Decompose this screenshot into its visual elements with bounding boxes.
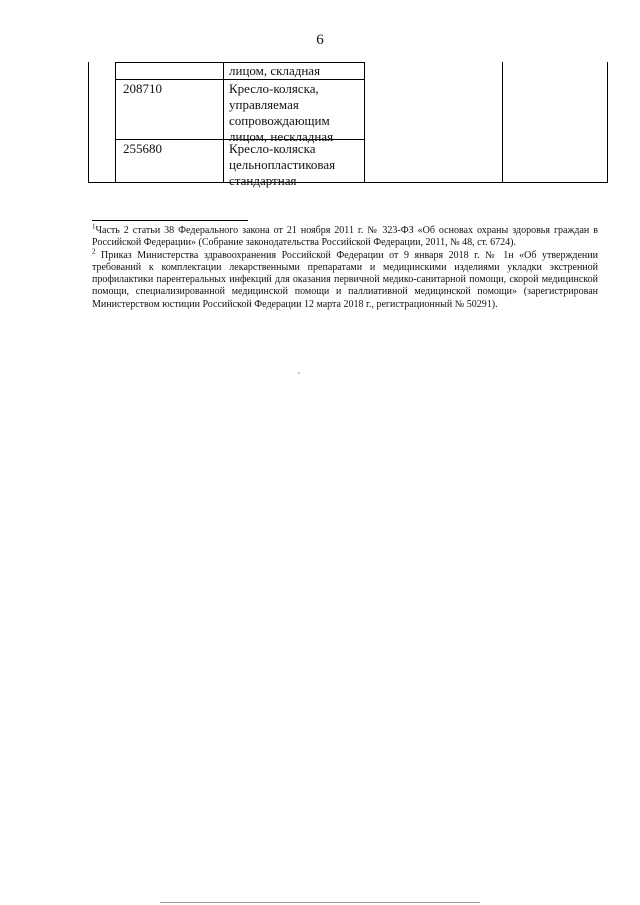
footnote bbox=[92, 247, 598, 311]
table-border-right bbox=[607, 62, 608, 183]
scan-edge-line bbox=[160, 902, 480, 903]
footnote-mark: 2 bbox=[92, 247, 96, 256]
footnote-separator bbox=[92, 220, 248, 221]
table-column-divider bbox=[364, 62, 365, 183]
table-row-rule bbox=[115, 79, 364, 80]
table-cell-name: лицом, складная bbox=[229, 63, 321, 78]
table-cell-code: 208710 bbox=[123, 81, 162, 96]
footnote-text: Часть 2 статьи 38 Федерального закона от 21 ноября 2011 г. № 323-ФЗ «Об основах охраны здоровья граждан в Российской Федерации» (Собрание законодательства Российской Федерации, 2011, № 48, ст. 6724). bbox=[92, 225, 598, 249]
page-number: 6 bbox=[316, 32, 324, 48]
table-cell-name: Кресло-коляска цельнопластиковая стандартная bbox=[229, 141, 336, 188]
scan-speck bbox=[298, 372, 300, 374]
table-column-divider bbox=[115, 62, 116, 183]
footnote-text: Приказ Министерства здравоохранения Российской Федерации от 9 января 2018 г. № 1н «Об утверждении требований к комплектации лекарственными препаратами и медицинскими изделиями укладки экстренной профилактики парентеральных инфекций для оказания первичной медико-санитарной помощи, скорой медицинской помощи, специализированной медицинской помощи и паллиативной медицинской помощи» (зарегистрирован Министерством юстиции Российской Федерации 12 марта 2018 г., регистрационный № 50291). bbox=[92, 249, 598, 310]
table-column-divider bbox=[502, 62, 503, 183]
footnote-mark: 1 bbox=[92, 222, 96, 231]
footnotes bbox=[92, 222, 598, 311]
table-column-divider bbox=[223, 62, 224, 183]
device-table bbox=[88, 62, 608, 188]
footnote bbox=[92, 222, 598, 250]
table-cell-code: 255680 bbox=[123, 141, 162, 156]
table-border-left bbox=[88, 62, 89, 183]
table-cell-name: Кресло-коляска, управляемая сопровождающим лицом, нескладная bbox=[229, 81, 334, 144]
